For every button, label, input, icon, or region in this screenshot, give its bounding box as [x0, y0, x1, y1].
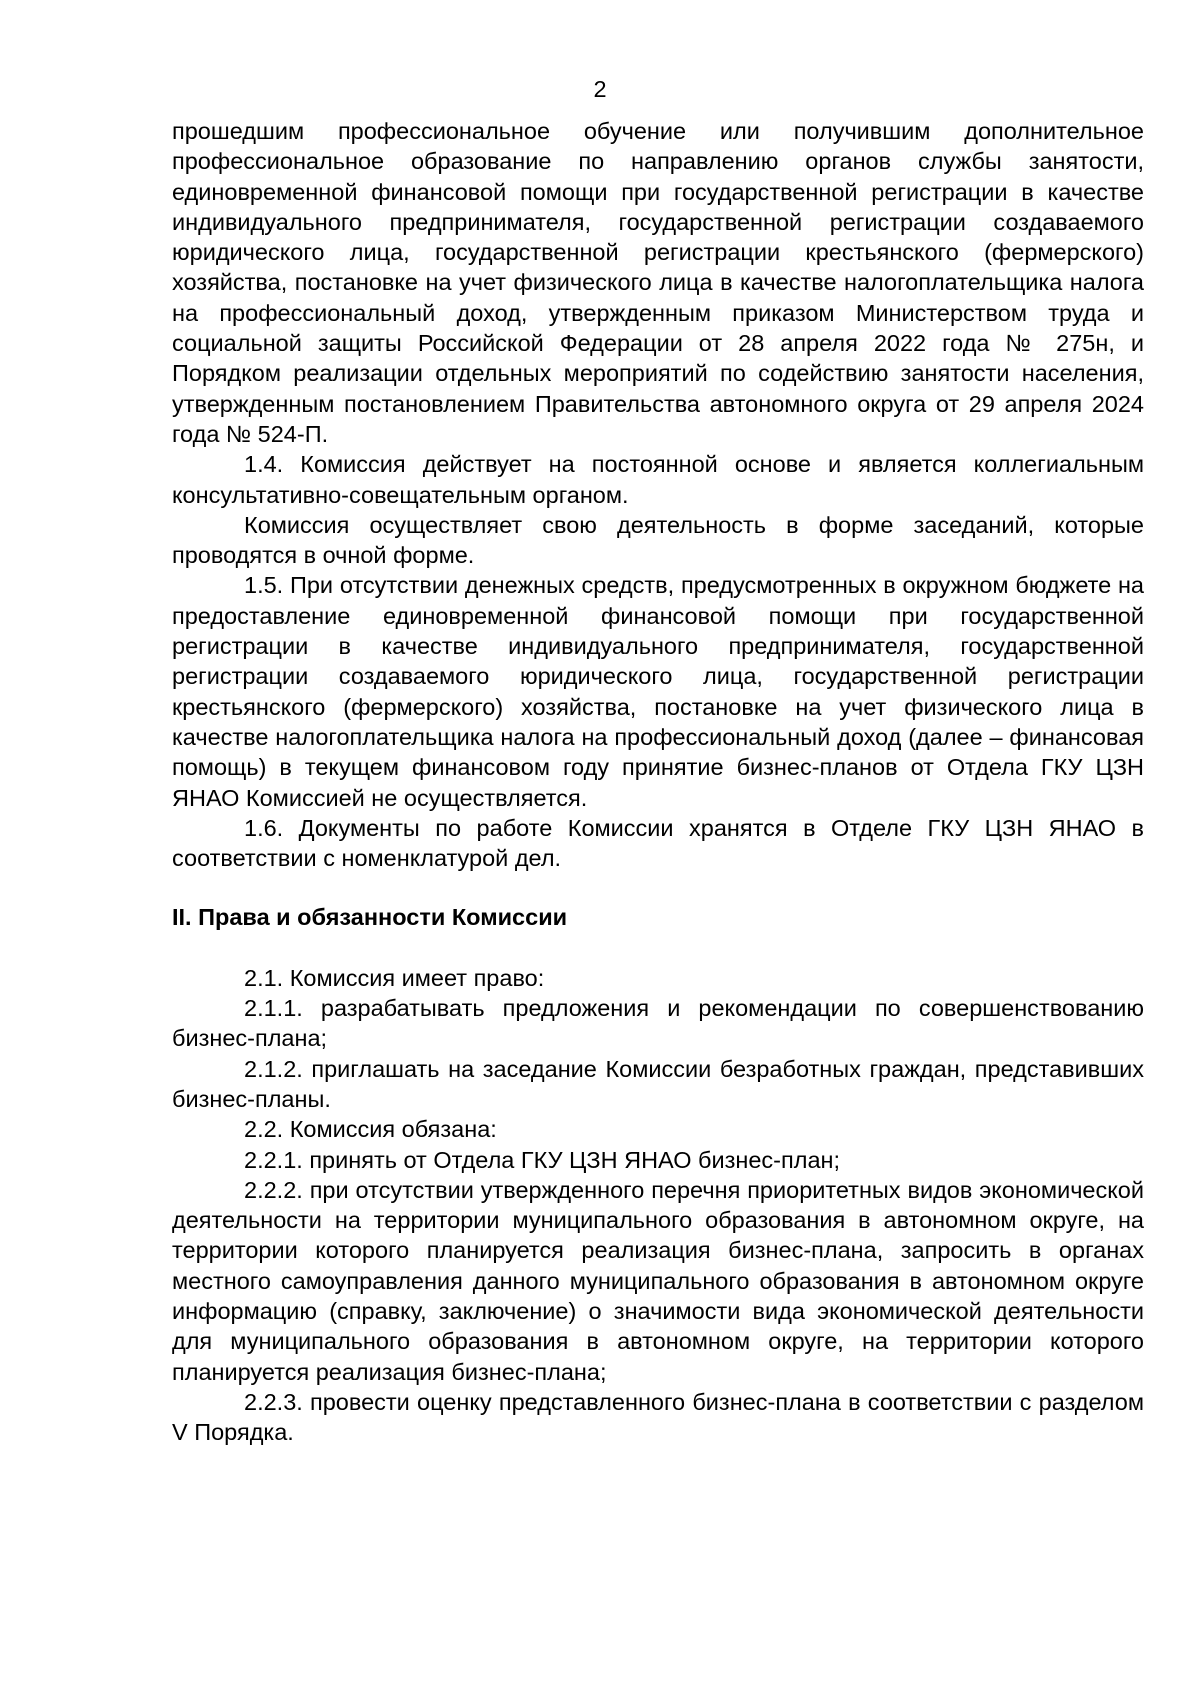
paragraph-continuation: прошедшим профессиональное обучение или получившим дополнительное профессиональное образование по направлению органов службы занятости, единовременной финансовой помощи при государственной регистрации в качестве индивидуального предпринимателя, государственной регистрации создаваемого юридического лица, государственной регистрации крестьянского (фермерского) хозяйства, постановке на учет физического лица в качестве налогоплательщика налога на профессиональный доход, утвержденным приказом Министерством труда и социальной защиты Российской Федерации от 28 апреля 2022 года № 275н, и Порядком реализации отдельных мероприятий по содействию занятости населения, утвержденным постановлением Правительства автономного округа от 29 апреля 2024 года № 524-П.: [172, 118, 1144, 447]
paragraph-p-2-1: 2.1. Комиссия имеет право:: [244, 964, 545, 991]
body-part-1: [172, 116, 1144, 873]
paragraph-p-1-5: 1.5. При отсутствии денежных средств, предусмотренных в окружном бюджете на предоставление единовременной финансовой помощи при государственной регистрации в качестве индивидуального предпринимателя, государственной регистрации создаваемого юридического лица, государственной регистрации крестьянского (фермерского) хозяйства, постановке на учет физического лица в качестве налогоплательщика налога на профессиональный доход (далее – финансовая помощь) в текущем финансовом году принятие бизнес-планов от Отдела ГКУ ЦЗН ЯНАО Комиссией не осуществляется.: [172, 572, 1144, 811]
body-part-2: [172, 963, 1144, 1448]
section-heading: II. Права и обязанности Комиссии: [172, 904, 568, 931]
paragraph-p-1-4: 1.4. Комиссия действует на постоянной основе и является коллегиальным консультативно-совещательным органом.: [172, 451, 1144, 508]
paragraph-p-2-2-2: 2.2.2. при отсутствии утвержденного перечня приоритетных видов экономической деятельности на территории муниципального образования в автономном округе, на территории которого планируется реализация бизнес-плана, запросить в органах местного самоуправления данного муниципального образования в автономном округе информацию (справку, заключение) о значимости вида экономической деятельности для муниципального образования в автономном округе, на территории которого планируется реализация бизнес-плана;: [172, 1176, 1144, 1385]
paragraph-p-2-1-1: 2.1.1. разрабатывать предложения и рекомендации по совершенствованию бизнес-плана;: [172, 995, 1144, 1052]
page-number: 2: [593, 76, 607, 102]
paragraph-p-2-2: 2.2. Комиссия обязана:: [244, 1116, 497, 1143]
paragraph-p-1-6: 1.6. Документы по работе Комиссии хранятся в Отделе ГКУ ЦЗН ЯНАО в соответствии с номенклатурой дел.: [172, 814, 1144, 872]
document-body: [172, 116, 1144, 1447]
paragraph-p-2-1-2: 2.1.2. приглашать на заседание Комиссии безработных граждан, представивших бизнес-планы.: [172, 1055, 1144, 1112]
paragraph-p-1-4-b: Комиссия осуществляет свою деятельность в форме заседаний, которые проводятся в очной форме.: [172, 511, 1144, 569]
paragraph-p-2-2-3: 2.2.3. провести оценку представленного бизнес-плана в соответствии с разделом V Порядка.: [172, 1388, 1144, 1446]
paragraph-p-2-2-1: 2.2.1. принять от Отдела ГКУ ЦЗН ЯНАО бизнес-план;: [244, 1146, 841, 1173]
